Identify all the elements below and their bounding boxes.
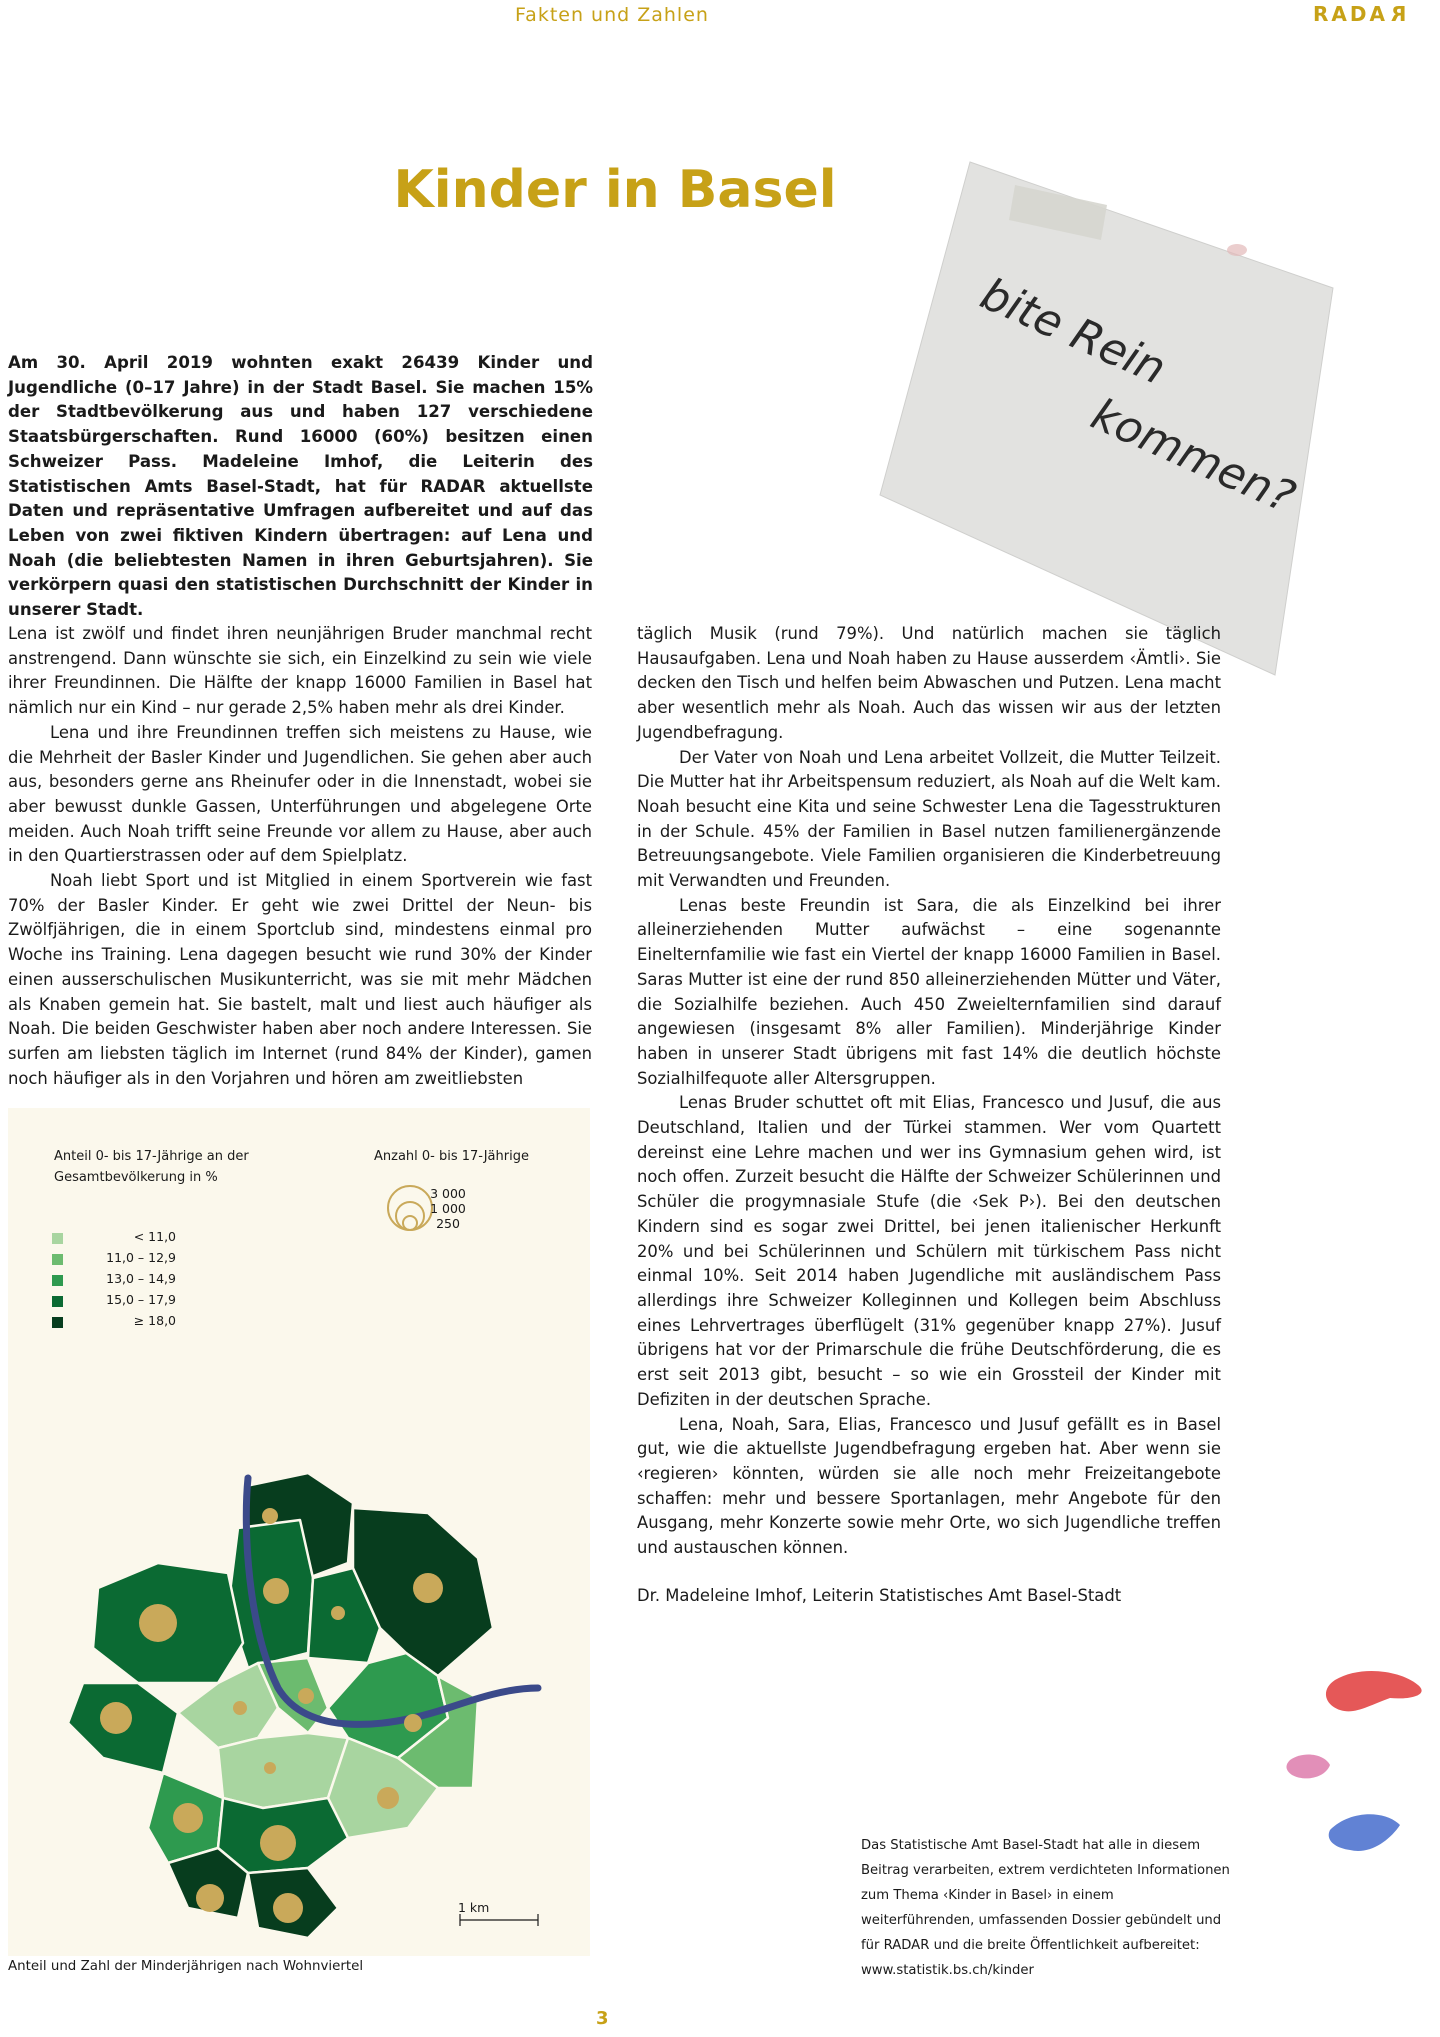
map-caption: Anteil und Zahl der Minderjährigen nach Wohnviertel [8, 1959, 364, 1974]
count-legend-value: 1 000 [430, 1201, 466, 1216]
brand-main: RADA [1313, 2, 1388, 26]
lip-mark-blue [1329, 1814, 1400, 1851]
legend-label: ≥ 18,0 [133, 1313, 176, 1328]
body-paragraph: Der Vater von Noah und Lena arbeitet Vollzeit, die Mutter Teilzeit. Die Mutter hat ihr Arbeitspensum reduziert, als Noah auf die Welt kam. Noah besucht eine Kita und seine Schwester Lena die Tagesstrukturen in der Schule. 45% der Familien in Basel nutzen familienergänzende Betreuungsangebote. Viele Familien organisieren die Kinderbetreuung mit Verwandten und Freunden. [637, 747, 1221, 891]
legend-label: 13,0 – 14,9 [106, 1271, 176, 1286]
count-bubble [298, 1688, 314, 1704]
legend-label: < 11,0 [133, 1229, 176, 1244]
note-stain [1227, 244, 1247, 256]
count-bubble [264, 1762, 276, 1774]
page-title: Kinder in Basel [393, 160, 837, 220]
body-paragraph: Lena und ihre Freundinnen treffen sich meistens zu Hause, wie die Mehrheit der Basler Kinder und Jugendlichen. Sie gehen aber auch aus, besonders gerne ans Rheinufer oder in die Innenstadt, wobei sie aber bewusst dunkle Gassen, Unterführungen und abgelegene Orte meiden. Auch Noah trifft seine Freunde vor allem zu Hause, aber auch in den Quartierstrassen oder auf dem Spielplatz. [8, 722, 592, 866]
legend-swatch [52, 1317, 63, 1328]
count-legend-title: Anzahl 0- bis 17-Jährige [374, 1149, 529, 1164]
body-paragraph: Lena, Noah, Sara, Elias, Francesco und Jusuf gefällt es in Basel gut, wie die aktuellste Jugendbefragung ergeben hat. Aber wenn sie ‹regieren› könnten, würden sie alle noch mehr Freizeitangebote schaffen: mehr und bessere Sportanlagen, mehr Angebote für den Ausgang, mehr Konzerte sowie mehr Orte, wo sich Jugendliche treffen und austauschen können. [637, 1414, 1221, 1558]
legend-label: 11,0 – 12,9 [106, 1250, 176, 1265]
body-paragraph: Lenas Bruder schuttet oft mit Elias, Francesco und Jusuf, die aus Deutschland, Italien und der Türkei stammen. Wer vom Quartett dereinst eine Lehre machen und wer ins Gymnasium gehen wird, ist noch offen. Zurzeit besucht die Hälfte der Schweizer Schülerinnen und Schüler die progymnasiale Stufe (die ‹Sek P›). Bei den deutschen Kindern sind es sogar zwei Drittel, bei jenen italienischer Herkunft 20% und bei Schülerinnen und Schülern mit türkischem Pass nicht einmal 10%. Seit 2014 haben Jugendliche mit ausländischem Pass allerdings ihre Schweizer Kolleginnen und Kollegen beim Abschluss eines Lehrvertrages überflügelt (31% gegenüber knapp 27%). Jusuf übrigens hat vor der Primarschule die frühe Deutschförderung, die es erst seit 2013 gibt, besucht – so wie ein Grossteil der Kinder mit Defiziten in der deutschen Sprache. [637, 1093, 1221, 1409]
count-bubble [139, 1604, 177, 1642]
body-column-left [8, 622, 592, 1091]
author-signature: Dr. Madeleine Imhof, Leiterin Statistisches Amt Basel-Stadt [637, 1586, 1122, 1605]
count-bubble [263, 1578, 289, 1604]
count-bubble [273, 1893, 303, 1923]
count-bubble [173, 1803, 203, 1833]
lipstick-marks [1270, 1660, 1440, 1890]
legend-circle-small [403, 1216, 417, 1230]
scale-label: 1 km [458, 1900, 490, 1915]
handwritten-note-photo [875, 160, 1335, 680]
legend-swatch [52, 1275, 63, 1286]
share-legend-title: Anteil 0- bis 17-Jährige an der Gesamtbevölkerung in % [54, 1149, 249, 1185]
note-text-line-2: kommen? [1083, 388, 1303, 524]
count-legend-value: 250 [436, 1216, 460, 1231]
legend-swatch [52, 1233, 63, 1244]
count-bubble [404, 1714, 422, 1732]
source-note: Das Statistische Amt Basel-Stadt hat alle in diesem Beitrag verarbeiten, extrem verdichteten Informationen zum Thema ‹Kinder in Basel› in einem weiterführenden, umfassenden Dossier gebündelt und für RADAR und die breite Öffentlichkeit aufbereitet: www.statistik.bs.ch/kinder [861, 1838, 1230, 1978]
count-bubble [413, 1573, 443, 1603]
brand-logo [1313, 2, 1406, 26]
count-bubble [260, 1825, 296, 1861]
legend-swatch [52, 1254, 63, 1265]
body-paragraph: Noah liebt Sport und ist Mitglied in einem Sportverein wie fast 70% der Basler Kinder. Er geht wie zwei Drittel der Neun- bis Zwölfjährigen, die in einem Sportclub sind, mindestens einmal pro Woche ins Training. Lena dagegen besucht wie rund 30% der Kinder einen ausserschulischen Musikunterricht, was sie mit mehr Mädchen als Knaben gemein hat. Sie bastelt, malt und liest auch häufiger als Noah. Die beiden Geschwister haben aber noch andere Interessen. Sie surfen am liebsten täglich im Internet (rund 84% der Kinder), gamen noch häufiger als in den Vorjahren und hören am zweitliebsten [8, 871, 592, 1088]
count-bubble [100, 1702, 132, 1734]
scale-bar [460, 1914, 538, 1926]
map-panel [8, 1108, 590, 1956]
body-column-right [637, 622, 1221, 1561]
lip-mark-pink [1286, 1755, 1330, 1779]
count-bubble [196, 1884, 224, 1912]
count-bubble [262, 1508, 278, 1524]
page-number: 3 [596, 2008, 609, 2029]
lead-paragraph: Am 30. April 2019 wohnten exakt 26439 Kinder und Jugendliche (0–17 Jahre) in der Stadt Basel. Sie machen 15% der Stadtbevölkerung aus und haben 127 verschiedene Staatsbürgerschaften. Rund 16000 (60%) besitzen einen Schweizer Pass. Madeleine Imhof, die Leiterin des Statistischen Amts Basel-Stadt, hat für RADAR aktuellste Daten und repräsentative Umfragen aufbereitet und auf das Leben von zwei fiktiven Kindern übertragen: auf Lena und Noah (die beliebtesten Namen in ihren Geburtsjahren). Sie verkörpern quasi den statistischen Durchschnitt der Kinder in unserer Stadt. [8, 353, 593, 620]
count-bubble [377, 1787, 399, 1809]
legend-swatch [52, 1296, 63, 1307]
brand-reversed-letter: R [1387, 2, 1407, 26]
note-text-line-1: bite Rein [973, 268, 1174, 395]
lip-mark-red [1326, 1671, 1422, 1711]
body-paragraph: Lena ist zwölf und findet ihren neunjährigen Bruder manchmal recht anstrengend. Dann wünschte sie sich, ein Einzelkind zu sein wie viele ihrer Freundinnen. Die Hälfte der knapp 16000 Familien in Basel hat nämlich nur ein Kind – nur gerade 2,5% haben mehr als drei Kinder. [8, 624, 592, 718]
count-bubble [331, 1606, 345, 1620]
body-paragraph: Lenas beste Freundin ist Sara, die als Einzelkind bei ihrer alleinerziehenden Mutter aufwächst – eine sogenannte Einelternfamilie wie fast ein Viertel der knapp 16000 Familien in Basel. Saras Mutter ist eine der rund 850 alleinerziehenden Mütter und Väter, die Sozialhilfe beziehen. Auch 450 Zweielternfamilien sind darauf angewiesen (insgesamt 8% aller Familien). Minderjährige Kinder haben in unserer Stadt übrigens mit fast 14% die deutlich höchste Sozialhilfequote aller Altersgruppen. [637, 895, 1221, 1088]
count-bubble [233, 1701, 247, 1715]
count-legend-value: 3 000 [430, 1186, 466, 1201]
legend-label: 15,0 – 17,9 [106, 1292, 176, 1307]
body-paragraph: täglich Musik (rund 79%). Und natürlich machen sie täglich Hausaufgaben. Lena und Noah haben zu Hause ausserdem ‹Ämtli›. Sie decken den Tisch und helfen beim Abwaschen und Putzen. Lena macht aber wesentlich mehr als Noah. Auch das wissen wir aus der letzten Jugendbefragung. [637, 624, 1221, 742]
section-label: Fakten und Zahlen [515, 4, 709, 26]
